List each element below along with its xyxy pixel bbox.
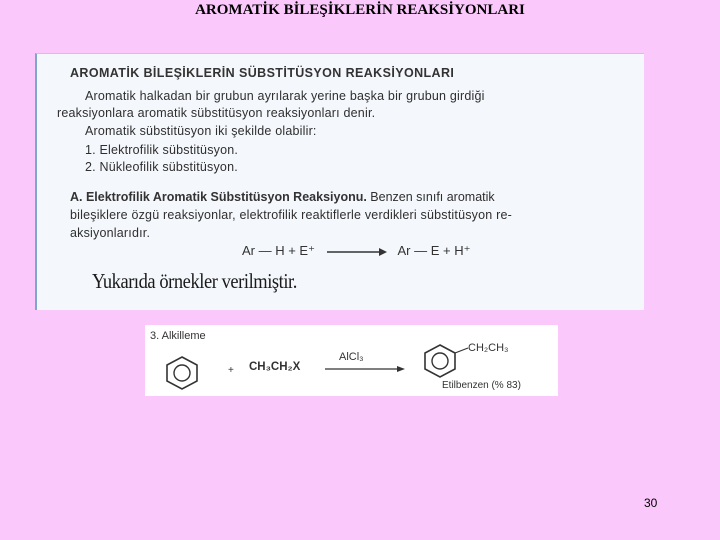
list-item: 2. Nükleofilik sübstitüsyon.	[85, 160, 238, 174]
reagent-formula: CH₃CH₂X	[249, 361, 301, 373]
text-line: Aromatik halkadan bir grubun ayrılarak yerine başka bir grubun girdiği	[85, 89, 485, 103]
alkylation-scan	[145, 325, 558, 396]
text-line: aksiyonlarıdır.	[70, 226, 151, 240]
section-a-title: A. Elektrofilik Aromatik Sübstitüsyon Reaksiyonu.	[70, 190, 367, 204]
section-heading: AROMATİK BİLEŞİKLERİN SÜBSTİTÜSYON REAKSİYONLARI	[70, 66, 455, 80]
section-a-text: Benzen sınıfı aromatik	[366, 190, 495, 204]
plus-sign: +	[228, 365, 234, 376]
ethyl-group-label: CH₂CH₃	[468, 342, 509, 354]
reaction-reactants: Ar — H + E⁺	[242, 243, 315, 258]
benzene-ring-icon	[165, 355, 199, 391]
reaction-title: 3. Alkilleme	[150, 330, 206, 342]
scanned-text-box	[35, 53, 644, 310]
reaction-arrow-icon	[327, 247, 387, 257]
catalyst-label: AlCl₃	[339, 351, 364, 363]
list-item: 1. Elektrofilik sübstitüsyon.	[85, 143, 239, 157]
handwritten-note: Yukarıda örnekler verilmiştir.	[92, 269, 297, 293]
reaction-equation	[242, 243, 470, 259]
slide-title: AROMATİK BİLEŞİKLERİN REAKSİYONLARI	[195, 2, 525, 18]
section-a-paragraph	[70, 190, 495, 204]
page-number: 30	[644, 496, 658, 510]
product-label: Etilbenzen (% 83)	[442, 380, 521, 391]
reaction-products: Ar — E + H⁺	[397, 243, 471, 258]
text-line: Aromatik sübstitüsyon iki şekilde olabilir:	[85, 124, 317, 138]
ethylbenzene-structure-icon	[423, 343, 469, 381]
text-line: reaksiyonlara aromatik sübstitüsyon reaksiyonları denir.	[57, 106, 376, 120]
text-line: bileşiklere özgü reaksiyonlar, elektrofilik reaktiflerle verdikleri sübstitüsyon re-	[70, 208, 512, 222]
reaction-arrow-icon	[325, 365, 405, 373]
